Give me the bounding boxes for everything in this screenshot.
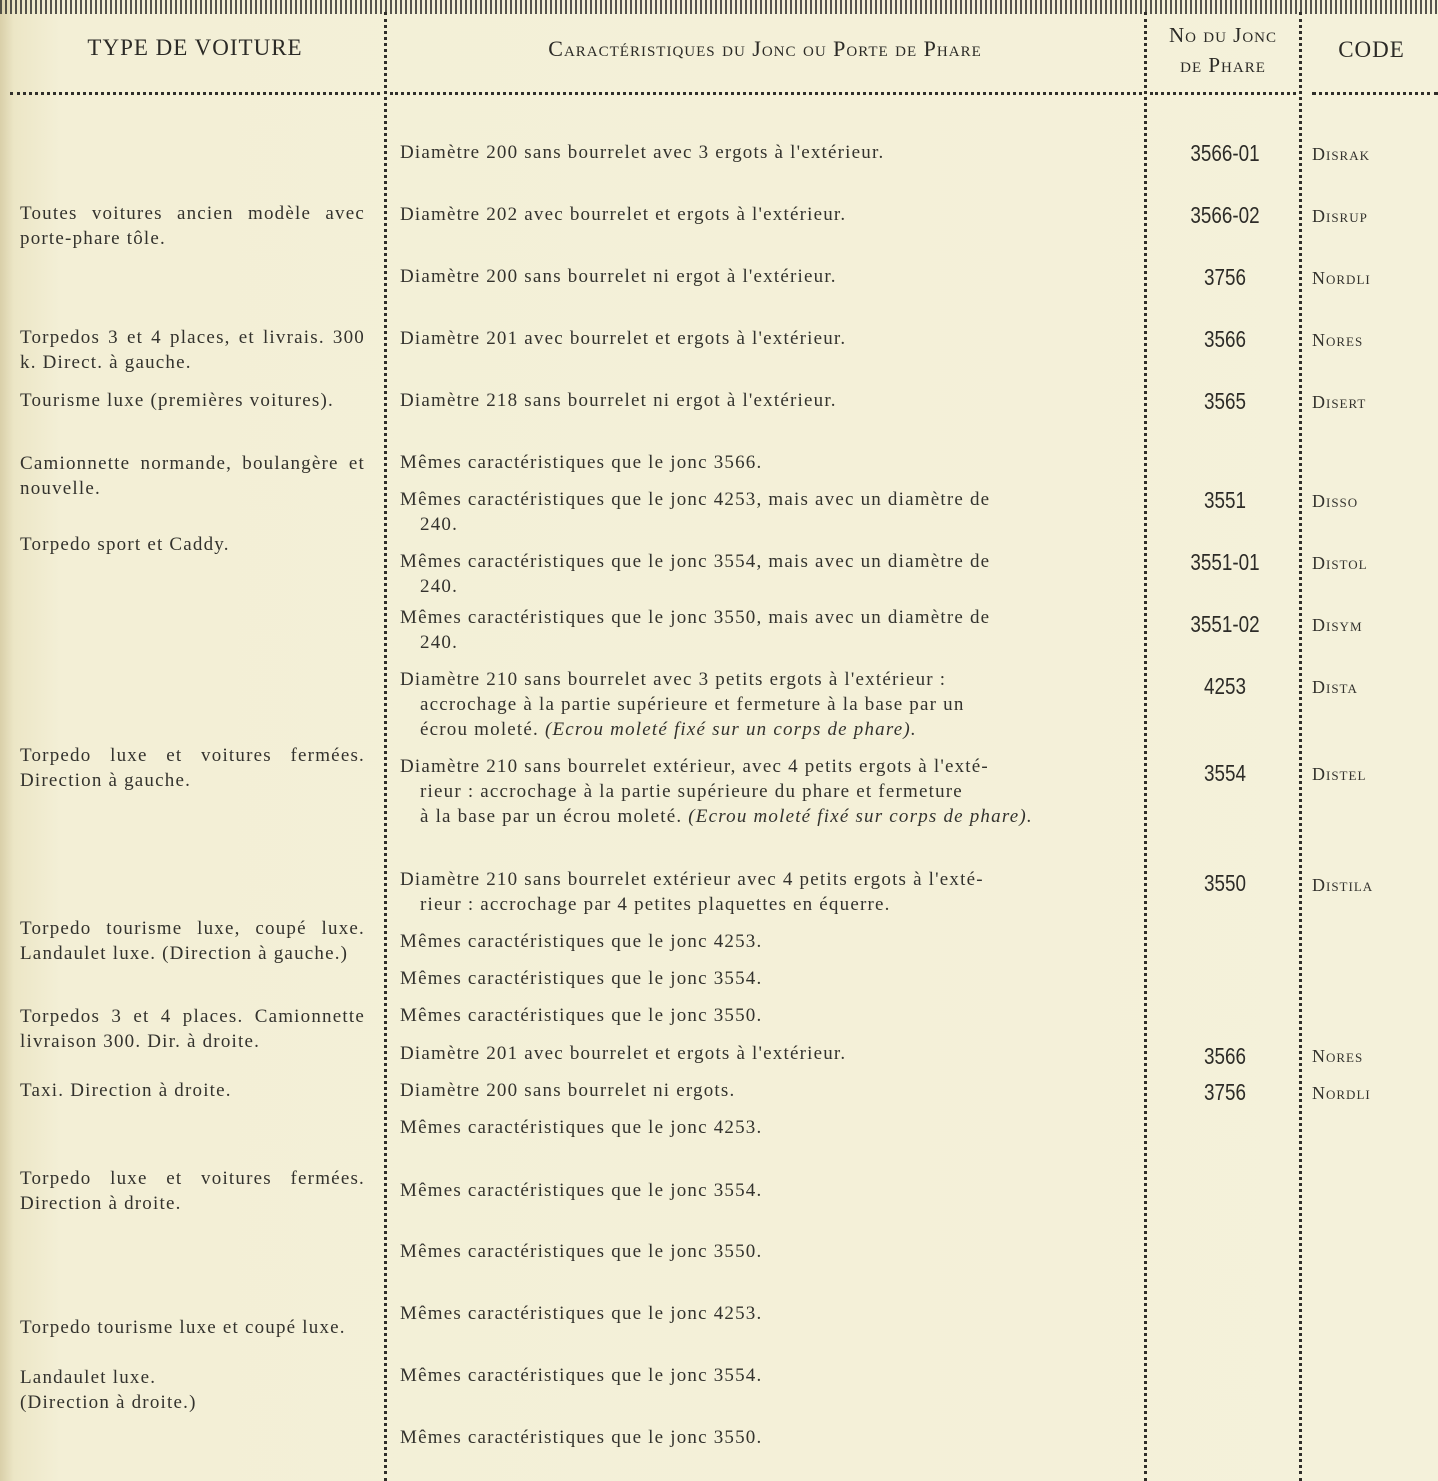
caracteristique: Mêmes caractéristiques que le jonc 3550. [400,1427,763,1448]
caracteristique: Diamètre 218 sans bourrelet ni ergot à l'extérieur. [400,390,837,411]
caracteristique-note: (Ecrou moleté fixé sur corps de phare). [688,806,1033,827]
vehicle-type: Torpedo tourisme luxe, coupé luxe. Landaulet luxe. (Direction à gauche.) [20,918,365,964]
code-value: Disrup [1312,206,1368,226]
code-value: Disso [1312,491,1359,511]
caracteristique: Diamètre 201 avec bourrelet et ergots à l'extérieur. [400,328,847,349]
caracteristique: Diamètre 200 sans bourrelet avec 3 ergots à l'extérieur. [400,142,885,163]
code-value: Disym [1312,615,1363,635]
caracteristique-line: 240. [420,514,459,535]
caracteristique [400,867,1136,917]
header-type: TYPE DE VOITURE [87,35,303,60]
caracteristique-line: accrochage à la partie supérieure et fermeture à la base par un [420,694,965,715]
caracteristique-note: (Ecrou moleté fixé sur un corps de phare). [544,719,917,740]
caracteristique-text: écrou moleté. [420,719,539,740]
jonc-number: 3566-01 [1190,140,1260,166]
vehicle-type: Torpedo tourisme luxe et coupé luxe. [20,1317,346,1338]
caracteristique: Mêmes caractéristiques que le jonc 4253. [400,1117,763,1138]
caracteristique: Mêmes caractéristiques que le jonc 3550. [400,1005,763,1026]
code-value: Nordli [1312,268,1371,288]
column-divider [1299,12,1302,1481]
jonc-number: 3756 [1204,264,1246,290]
code-value: Distel [1312,764,1367,784]
header-rule [1150,92,1296,95]
jonc-number: 3756 [1204,1079,1246,1105]
jonc-number: 4253 [1204,673,1246,699]
caracteristique: Mêmes caractéristiques que le jonc 4253. [400,931,763,952]
vehicle-type: Torpedo sport et Caddy. [20,534,230,555]
caracteristique [400,754,1136,829]
code-value: Disrak [1312,144,1371,164]
code-value: Distila [1312,875,1374,895]
jonc-number: 3566 [1204,326,1246,352]
caracteristique [400,487,1136,537]
caracteristique [400,667,1136,742]
caracteristique: Mêmes caractéristiques que le jonc 4253. [400,1303,763,1324]
caracteristique [400,605,1136,655]
code-value: Distol [1312,553,1368,573]
vehicle-type: Torpedos 3 et 4 places, et livrais. 300 k. Direct. à gauche. [20,327,365,373]
caracteristique: Diamètre 202 avec bourrelet et ergots à l'extérieur. [400,204,847,225]
jonc-number: 3551-01 [1190,549,1260,575]
top-rule [0,0,1438,14]
caracteristique-line: 240. [420,632,459,653]
jonc-number: 3565 [1204,388,1246,414]
caracteristique-line: 240. [420,576,459,597]
jonc-number: 3551-02 [1190,611,1260,637]
caracteristique-line: rieur : accrochage à la partie supérieure du phare et fermeture [420,781,963,802]
vehicle-type: Torpedo luxe et voitures fermées. Direction à droite. [20,1168,365,1214]
caracteristique-line: Diamètre 210 sans bourrelet extérieur, avec 4 petits ergots à l'exté- [400,756,989,777]
jonc-number: 3566 [1204,1043,1246,1069]
vehicle-type: Taxi. Direction à droite. [20,1080,232,1101]
code-value: Nores [1312,330,1364,350]
caracteristique-line: Mêmes caractéristiques que le jonc 3550, mais avec un diamètre de [400,607,991,628]
jonc-number: 3550 [1204,870,1246,896]
caracteristique-line: rieur : accrochage par 4 petites plaquettes en équerre. [420,894,891,915]
caracteristique: Mêmes caractéristiques que le jonc 3554. [400,968,763,989]
caracteristique: Diamètre 200 sans bourrelet ni ergots. [400,1080,736,1101]
header-rule [1312,92,1438,95]
code-value: Nores [1312,1046,1364,1066]
caracteristique-line: Diamètre 210 sans bourrelet avec 3 petits ergots à l'extérieur : [400,669,947,690]
vehicle-type: Torpedos 3 et 4 places. Camionnette livraison 300. Dir. à droite. [20,1006,365,1052]
vehicle-type: Toutes voitures ancien modèle avec porte-phare tôle. [20,203,365,249]
caracteristique: Diamètre 200 sans bourrelet ni ergot à l'extérieur. [400,266,837,287]
code-value: Disert [1312,392,1367,412]
caracteristique-line [400,717,1136,742]
header-rule [390,92,1142,95]
jonc-number: 3554 [1204,760,1246,786]
vehicle-type: Camionnette normande, boulangère et nouvelle. [20,453,365,499]
header-rule [10,92,380,95]
caracteristique: Mêmes caractéristiques que le jonc 3550. [400,1241,763,1262]
caracteristique: Diamètre 201 avec bourrelet et ergots à l'extérieur. [400,1043,847,1064]
caracteristique-text: à la base par un écrou moleté. [420,806,683,827]
code-value: Dista [1312,677,1358,697]
caracteristique-line: Mêmes caractéristiques que le jonc 4253, mais avec un diamètre de [400,489,991,510]
caracteristique-line: Diamètre 210 sans bourrelet extérieur avec 4 petits ergots à l'exté- [400,869,984,890]
header-numero [1148,20,1298,80]
caracteristique-line: Mêmes caractéristiques que le jonc 3554, mais avec un diamètre de [400,551,991,572]
vehicle-type: Tourisme luxe (premières voitures). [20,390,334,411]
header-caracteristiques: Caractéristiques du Jonc ou Porte de Phare [548,36,982,61]
jonc-number: 3551 [1204,487,1246,513]
caracteristique: Mêmes caractéristiques que le jonc 3554. [400,1180,763,1201]
header-numero-line2: de Phare [1180,53,1266,77]
vehicle-type: Torpedo luxe et voitures fermées. Direction à gauche. [20,745,365,791]
code-value: Nordli [1312,1083,1371,1103]
column-divider [1144,12,1147,1481]
vehicle-type: (Direction à droite.) [20,1392,197,1413]
jonc-number: 3566-02 [1190,202,1260,228]
header-code: CODE [1338,37,1405,62]
header-numero-line1: No du Jonc [1168,23,1277,47]
caracteristique [400,549,1136,599]
vehicle-type: Landaulet luxe. [20,1367,157,1388]
column-divider [384,12,387,1481]
caracteristique: Mêmes caractéristiques que le jonc 3554. [400,1365,763,1386]
caracteristique-line [400,804,1136,829]
caracteristique: Mêmes caractéristiques que le jonc 3566. [400,452,763,473]
